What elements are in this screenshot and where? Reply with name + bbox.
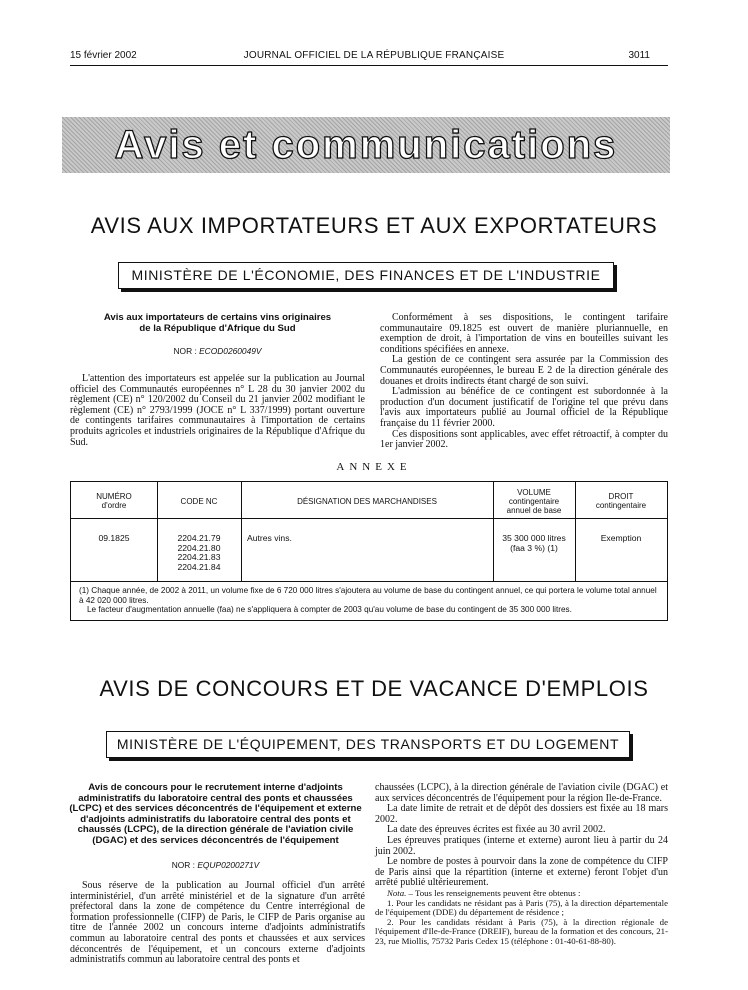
article-body-left <box>70 374 365 448</box>
volume-value: 35 300 000 litres <box>502 533 566 543</box>
table-divider <box>71 518 667 519</box>
annexe-table <box>70 481 668 621</box>
article-title-wines <box>70 313 365 334</box>
header-line: annuel de base <box>506 506 562 515</box>
header-line: contingentaire <box>508 497 560 506</box>
header-line: contingentaire <box>595 501 647 510</box>
paragraph: L'attention des importateurs est appelée sur la publication au Journal officiel des Communautés européennes n° L 28 du 30 janvier 2002 du règlement (CE) n° 120/2002 du Conseil du 21 janvier 2002 modifiant le règlement (CE) n° 2793/1999 (JOCE n° L 337/1999) portant ouverture de contingents tarifaires communautaires à l'importation de certains produits agricoles et industriels originaires de la République d'Afrique du Sud. <box>70 373 365 448</box>
cell-designation: Autres vins. <box>247 533 292 543</box>
note-item: 1. Pour les candidats ne résidant pas à Paris (75), à la direction départementale de l'équipement (DDE) du département de résidence ; <box>375 897 668 918</box>
col-header-volume <box>493 488 575 515</box>
article-body-left <box>70 881 365 966</box>
cell-numero: 09.1825 <box>98 533 130 543</box>
paragraph: Conformément à ses dispositions, le contingent tarifaire communautaire 09.1825 est ouvert de manière pluriannuelle, en exemption de droit, à l'importation de vins en bouteilles suivant les conditions spécifiées en annexe. <box>380 312 668 355</box>
banner-title: Avis et communications <box>114 123 618 167</box>
table-footnote <box>79 586 661 615</box>
section-heading-importers: AVIS AUX IMPORTATEURS ET AUX EXPORTATEURS <box>90 213 658 238</box>
nor-reference <box>66 860 365 870</box>
paragraph: Ces dispositions sont applicables, avec effet rétroactif, à compter du 1er janvier 2002. <box>380 428 668 451</box>
article-title-line: de la République d'Afrique du Sud <box>139 322 296 334</box>
header-line: NUMÉRO <box>96 492 132 501</box>
header-rule <box>70 65 668 66</box>
footnote-line: (1) Chaque année, de 2002 à 2011, un volume fixe de 6 720 000 litres s'ajoutera au volume de base du contingent annuel, ce qui portera le volume total annuel à 42 020 000 litres. <box>79 586 657 605</box>
table-divider <box>71 581 667 582</box>
article-body-right <box>375 783 668 947</box>
ministry-box-economy: MINISTÈRE DE L'ÉCONOMIE, DES FINANCES ET DE L'INDUSTRIE <box>118 262 614 289</box>
note-item: 2. Pour les candidats résidant à Paris (75), à la direction régionale de l'équipement d'Ile-de-France (DREIF), bureau de la formation et des concours, 21-23, rue Miollis, 75732 Paris Cedex 15 (téléphone : 01-40-61-88-80). <box>375 916 668 946</box>
col-header-numero <box>71 492 157 510</box>
paragraph: L'admission au bénéfice de ce contingent est subordonnée à la production d'un document justificatif de l'origine tel que prévu dans l'avis aux importateurs publié au Journal officiel de la République française du 11 février 2000. <box>380 386 668 429</box>
nor-label: NOR : <box>173 346 197 356</box>
paragraph: La date des épreuves écrites est fixée au 30 avril 2002. <box>387 824 606 836</box>
col-header-code: CODE NC <box>180 497 218 506</box>
paragraph: La date limite de retrait et de dépôt des dossiers est fixée au 18 mars 2002. <box>375 803 668 825</box>
code-nc: 2204.21.84 <box>177 561 221 572</box>
paragraph: Les épreuves pratiques (interne et externe) auront lieu à partir du 24 juin 2002. <box>375 834 668 857</box>
header-line: d'ordre <box>101 501 127 510</box>
paragraph: chaussées (LCPC), à la direction générale de l'aviation civile (DGAC) et aux services déconcentrés de l'équipement pour la région Ile-de-France. <box>375 782 668 804</box>
footnote-line: Le facteur d'augmentation annuelle (faa) ne s'appliquera à compter de 2003 qu'au volume de base du contingent de 35 300 000 litres. <box>87 605 572 615</box>
section-heading-concours: AVIS DE CONCOURS ET DE VACANCE D'EMPLOIS <box>99 676 649 701</box>
nor-code: EQUP0200271V <box>197 860 260 870</box>
code-nc: 2204.21.79 <box>177 533 221 543</box>
ministry-box-equipment: MINISTÈRE DE L'ÉQUIPEMENT, DES TRANSPORTS ET DU LOGEMENT <box>106 731 630 758</box>
col-header-designation: DÉSIGNATION DES MARCHANDISES <box>297 497 437 506</box>
annexe-title: ANNEXE <box>336 461 412 473</box>
header-line: VOLUME <box>517 488 551 497</box>
article-body-right <box>380 313 668 451</box>
article-title-line: Avis aux importateurs de certains vins originaires <box>103 312 332 323</box>
paragraph: La gestion de ce contingent sera assurée par la Commission des Communautés européennes, le bureau E 2 de la direction générale des douanes et droits indirects étant chargé de son suivi. <box>380 354 668 387</box>
cell-droit: Exemption <box>600 533 642 543</box>
note-label: Nota. – <box>387 887 413 898</box>
page-number: 3011 <box>628 50 650 61</box>
journal-title: JOURNAL OFFICIEL DE LA RÉPUBLIQUE FRANÇAISE <box>243 50 505 61</box>
section-banner <box>62 117 670 173</box>
article-title-concours: Avis de concours pour le recrutement interne d'adjoints administratifs du laboratoire central des ponts et chaussées (LCPC) et des services déconcentrés de l'équipement et externe d'adjoints administratifs du laboratoire central des ponts et chaussés (LCPC), de la direction générale de l'aviation civile (DGAC) et des services déconcentrés de l'équipement <box>69 782 362 846</box>
paragraph: Le nombre de postes à pourvoir dans la zone de compétence du CIFP de Paris ainsi que la répartition (interne et externe) feront l'objet d'un arrêté publié ultérieurement. <box>375 856 668 889</box>
header-date: 15 février 2002 <box>70 50 137 61</box>
note-text: Tous les renseignements peuvent être obtenus : <box>414 887 581 898</box>
cell-codes <box>157 534 241 572</box>
nor-code: ECOD0260049V <box>199 346 262 356</box>
code-nc: 2204.21.80 <box>177 542 221 553</box>
col-header-droit <box>575 492 667 510</box>
header-line: DROIT <box>608 492 634 501</box>
code-nc: 2204.21.83 <box>177 552 221 563</box>
paragraph: Sous réserve de la publication au Journal officiel d'un arrêté interministériel, d'un arrêté ministériel et de la signature d'un arrêté préfectoral dans la zone de compétence du Centre interrégional de formation professionnelle (CIFP) de Paris, le CIFP de Paris organise au titre de l'année 2002 un concours interne d'adjoints administratifs commun au laboratoire central des ponts et chaussées et aux services déconcentrés de l'équipement, et un concours externe d'adjoints administratifs commun au laboratoire central des ponts et <box>70 880 365 966</box>
cell-volume <box>493 534 575 553</box>
nor-label: NOR : <box>171 860 195 870</box>
volume-note: (faa 3 %) (1) <box>510 542 558 553</box>
nor-reference <box>70 346 365 356</box>
